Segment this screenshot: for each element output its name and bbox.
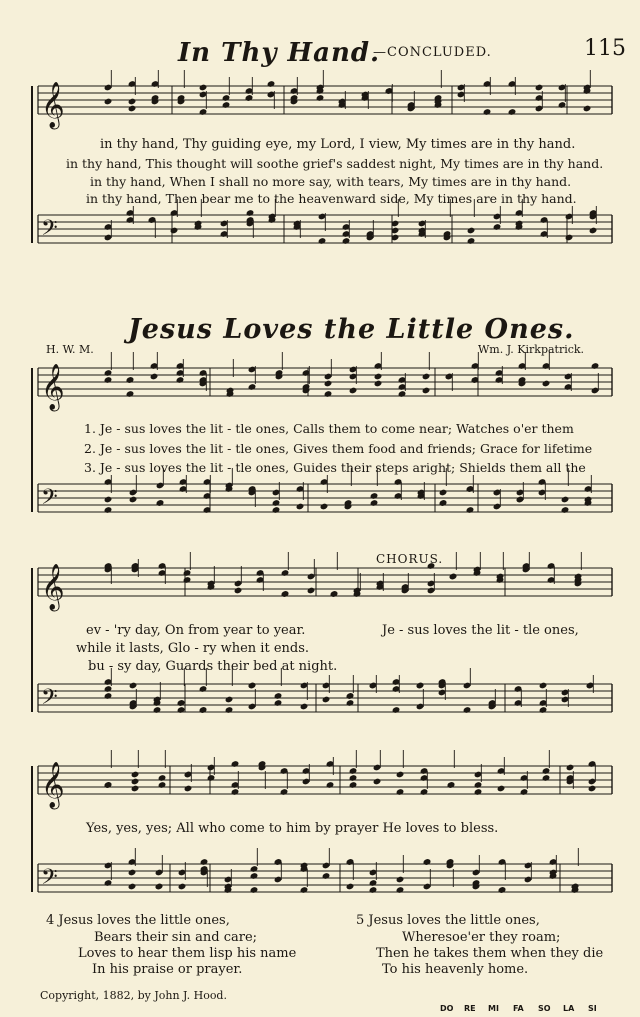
note-head <box>561 506 570 514</box>
note-head <box>104 98 113 106</box>
chorus-line-2: Yes, yes, yes; All who come to him by prayer He loves to bless. <box>86 821 499 836</box>
note-head <box>565 234 574 242</box>
note-head <box>199 108 208 116</box>
note-head <box>396 788 405 796</box>
note-head <box>207 774 216 782</box>
note-head <box>183 576 192 584</box>
note-head <box>439 499 448 507</box>
note-head <box>176 376 185 384</box>
song1-lyric-line-1: in thy hand, Thy guiding eye, my Lord, I view, My times are in thy hand. <box>100 137 576 152</box>
note-head <box>126 390 135 398</box>
page-number: 115 <box>584 36 626 61</box>
stanza4-line-2: Bears their sin and care; <box>94 930 258 945</box>
note-head <box>483 108 492 116</box>
note-head <box>369 879 378 887</box>
note-head <box>324 380 333 388</box>
solfege-re: RE <box>464 1004 476 1013</box>
note-head <box>316 94 325 102</box>
note-head <box>250 865 259 873</box>
note-head <box>104 369 113 377</box>
note-head <box>177 699 186 707</box>
song1-subtitle: —CONCLUDED. <box>373 45 492 60</box>
note-head <box>374 373 383 381</box>
note-head <box>222 94 231 102</box>
bass-clef-icon: 𝄢 <box>41 685 58 715</box>
note-head <box>129 682 138 690</box>
note-head <box>250 872 259 880</box>
solfege-fa: FA <box>513 1004 524 1013</box>
copyright: Copyright, 1882, by John J. Hood. <box>40 989 227 1002</box>
stanza5-line-1: 5 Jesus loves the little ones, <box>356 913 540 928</box>
note-head <box>542 380 551 388</box>
note-head <box>274 699 283 707</box>
note-head <box>370 492 379 500</box>
note-head <box>588 785 597 793</box>
note-head <box>561 496 570 504</box>
note-head <box>326 781 335 789</box>
note-head <box>396 771 405 779</box>
note-head <box>300 886 309 894</box>
note-head <box>128 869 137 877</box>
bass-clef-icon: 𝄢 <box>41 216 58 246</box>
solfege-so: SO <box>538 1004 551 1013</box>
note-head <box>104 692 113 700</box>
note-head <box>539 682 548 690</box>
note-head <box>128 98 137 106</box>
song1-title: In Thy Hand. <box>178 38 381 68</box>
note-head <box>178 883 187 891</box>
note-head <box>520 788 529 796</box>
note-head <box>177 706 186 714</box>
solfege-la: LA <box>563 1004 575 1013</box>
note-head <box>272 499 281 507</box>
note-head <box>508 108 517 116</box>
note-head <box>342 237 351 245</box>
note-head <box>281 590 290 598</box>
solfege-mi: MI <box>488 1004 499 1013</box>
song2-author-right: Wm. J. Kirkpatrick. <box>478 343 585 356</box>
song2-cont-line-2: while it lasts, Glo - ry when it ends. <box>76 641 310 656</box>
note-head <box>158 781 167 789</box>
note-head <box>349 774 358 782</box>
note-head <box>583 105 592 113</box>
note-head <box>392 706 401 714</box>
note-head <box>104 506 113 514</box>
song2-verse-line-1: 1. Je - sus loves the lit - tle ones, Calls them to come near; Watches o'er them <box>84 421 574 436</box>
note-head <box>447 781 456 789</box>
note-head <box>272 506 281 514</box>
note-head <box>281 569 290 577</box>
note-head <box>349 387 358 395</box>
note-head <box>396 876 405 884</box>
song2-author-left: H. W. M. <box>46 343 94 356</box>
note-head <box>280 788 289 796</box>
note-head <box>589 227 598 235</box>
note-head <box>131 785 140 793</box>
note-head <box>158 774 167 782</box>
note-head <box>535 84 544 92</box>
solfege-do: DO <box>440 1004 454 1013</box>
song2-cont-line-3: bu - sy day, Guards their bed at night. <box>88 659 338 674</box>
note-head <box>104 685 113 693</box>
note-head <box>422 373 431 381</box>
stanza5-line-3: Then he takes them when they die <box>376 946 604 961</box>
song2-verse-line-2: 2. Je - sus loves the lit - tle ones, Gives them food and friends; Grace for lifetime <box>84 441 593 456</box>
note-head <box>370 499 379 507</box>
stanza5-line-2: Wheresoe'er they roam; <box>402 930 561 945</box>
note-head <box>591 362 600 370</box>
note-head <box>493 223 502 231</box>
note-head <box>104 376 113 384</box>
note-head <box>231 760 240 768</box>
note-head <box>542 774 551 782</box>
note-head <box>396 886 405 894</box>
treble-clef-icon: 𝄞 <box>41 762 65 808</box>
note-head <box>423 858 432 866</box>
note-head <box>246 209 255 217</box>
note-head <box>566 764 575 772</box>
note-head <box>274 692 283 700</box>
bass-clef-icon: 𝄢 <box>41 485 58 515</box>
note-head <box>248 383 257 391</box>
song1-lyric-line-2: in thy hand, This thought will soothe grief's saddest night, My times are in thy hand. <box>66 156 604 171</box>
note-head <box>200 858 209 866</box>
note-head <box>474 781 483 789</box>
note-head <box>199 84 208 92</box>
note-head <box>250 886 259 894</box>
note-head <box>474 788 483 796</box>
stanza4-line-3: Loves to hear them lisp his name <box>78 946 297 961</box>
note-head <box>420 788 429 796</box>
note-head <box>126 376 135 384</box>
stanza4-line-4: In his praise or prayer. <box>92 962 243 977</box>
note-head <box>267 80 276 88</box>
note-head <box>225 696 234 704</box>
note-head <box>245 94 254 102</box>
note-head <box>416 682 425 690</box>
note-head <box>104 496 113 504</box>
note-head <box>463 706 472 714</box>
note-head <box>467 237 476 245</box>
note-head <box>296 503 305 511</box>
note-head <box>374 380 383 388</box>
note-head <box>369 886 378 894</box>
song2-verse-line-3: 3. Je - sus loves the lit - tle ones, Guides their steps aright; Shields them all the <box>84 460 586 475</box>
note-head <box>104 879 113 887</box>
note-head <box>307 587 316 595</box>
note-head <box>439 489 448 497</box>
note-head <box>373 778 382 786</box>
note-head <box>225 706 234 714</box>
note-head <box>422 387 431 395</box>
song1-lyric-line-3: in thy hand, When I shall no more say, with tears, My times are in thy hand. <box>90 174 572 189</box>
stanza5-line-4: To his heavenly home. <box>382 962 529 977</box>
song2-cont-line-1: ev - 'ry day, On from year to year. <box>86 623 306 638</box>
stanza4-line-1: 4 Jesus loves the little ones, <box>46 913 230 928</box>
note-head <box>231 788 240 796</box>
note-head <box>498 886 507 894</box>
note-head <box>330 590 339 598</box>
note-head <box>398 390 407 398</box>
note-head <box>155 883 164 891</box>
note-head <box>248 682 257 690</box>
song2-title: Jesus Loves the Little Ones. <box>128 314 575 345</box>
song1-lyric-line-4: in thy hand, Then bear me to the heavenward side, My times are in thy hand. <box>86 191 577 206</box>
chorus-line-1: Je - sus loves the lit - tle ones, <box>382 623 579 638</box>
note-head <box>346 692 355 700</box>
note-head <box>184 785 193 793</box>
treble-clef-icon: 𝄞 <box>41 364 65 410</box>
note-head <box>322 872 331 880</box>
note-head <box>539 706 548 714</box>
note-head <box>128 105 137 113</box>
note-head <box>199 706 208 714</box>
note-head <box>322 696 331 704</box>
note-head <box>104 781 113 789</box>
bass-clef-icon: 𝄢 <box>41 865 58 895</box>
note-head <box>349 781 358 789</box>
note-head <box>542 767 551 775</box>
note-head <box>234 587 243 595</box>
note-head <box>318 237 327 245</box>
note-head <box>131 771 140 779</box>
note-head <box>131 778 140 786</box>
note-head <box>466 506 475 514</box>
note-head <box>300 703 309 711</box>
note-head <box>467 227 476 235</box>
note-head <box>449 573 458 581</box>
treble-clef-icon: 𝄞 <box>41 82 65 128</box>
note-head <box>558 101 567 109</box>
note-head <box>199 685 208 693</box>
note-head <box>320 503 329 511</box>
note-head <box>222 101 231 109</box>
note-head <box>153 706 162 714</box>
treble-clef-icon: 𝄞 <box>41 564 65 610</box>
note-head <box>497 785 506 793</box>
note-head <box>150 373 159 381</box>
note-head <box>183 569 192 577</box>
note-head <box>129 496 138 504</box>
note-head <box>128 883 137 891</box>
note-head <box>346 699 355 707</box>
note-head <box>156 499 165 507</box>
note-head <box>324 390 333 398</box>
chorus-label: CHORUS. <box>376 552 444 566</box>
solfege-si: SI <box>588 1004 597 1013</box>
note-head <box>349 767 358 775</box>
note-head <box>170 227 179 235</box>
note-head <box>346 883 355 891</box>
